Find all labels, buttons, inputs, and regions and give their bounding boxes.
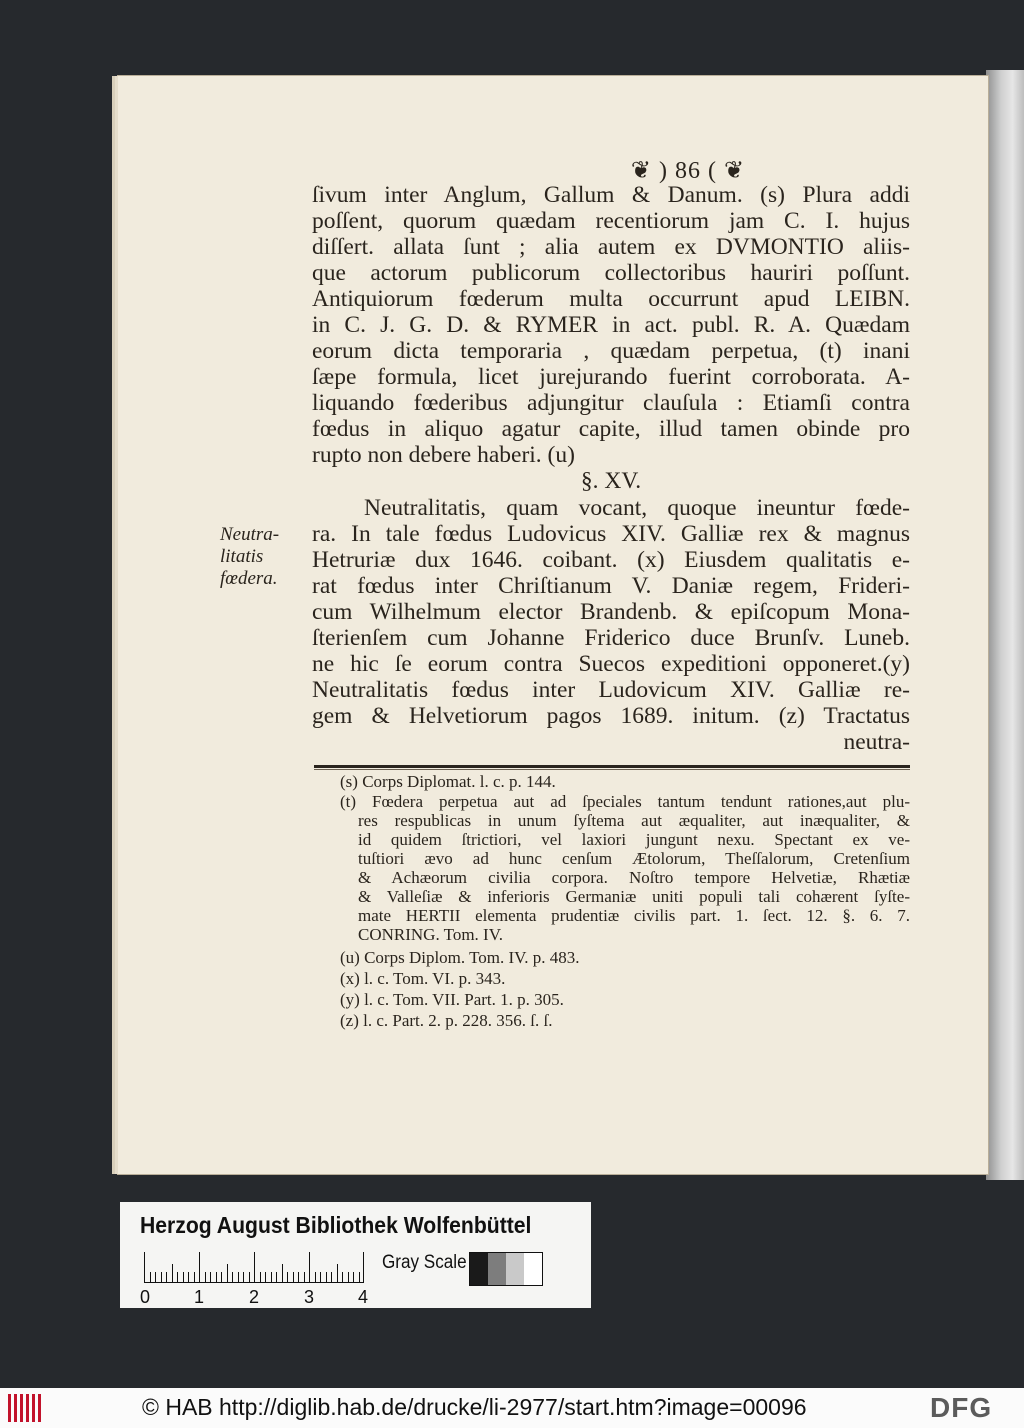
footnote-rule-thin (314, 769, 910, 770)
ruler-number: 1 (194, 1287, 205, 1307)
color-scale-card (120, 1202, 591, 1308)
ruler-number: 4 (358, 1287, 369, 1307)
swatch-dark-gray (488, 1253, 506, 1285)
text-line: que actorum publicorum collectoribus hauriri poſſunt. (312, 260, 910, 286)
text-line: ne hic ſe eorum contra Suecos expeditioni opponeret.(y) (312, 651, 910, 677)
marginal-note-line: Neutra- (220, 524, 280, 545)
footnote-line: (u) Corps Diplom. Tom. IV. p. 483. (340, 948, 580, 967)
marginal-note-line: litatis (220, 546, 264, 567)
footnote-line: & Achæorum civilia corpora. Noſtro tempore Helvetiæ, Rhætiæ (358, 868, 910, 887)
gray-scale-label: Gray Scale (382, 1252, 467, 1273)
text-line: ſterienſem cum Johanne Friderico duce Brunſv. Luneb. (312, 625, 910, 651)
swatch-black (470, 1253, 488, 1285)
ruler-number: 2 (249, 1287, 260, 1307)
gray-scale-swatches (469, 1252, 543, 1286)
text-line: eorum dicta temporaria , quædam perpetua, (t) inani (312, 338, 910, 364)
text-line: in C. J. G. D. & RYMER in act. publ. R. A. Quædam (312, 312, 910, 338)
catchword: neutra- (843, 729, 910, 755)
text-line: Neutralitatis, quam vocant, quoque ineuntur fœde- (364, 495, 910, 521)
text-line: liquando fœderibus adjungitur clauſula : Etiamſi contra (312, 390, 910, 416)
hab-logo-icon (8, 1394, 44, 1422)
footnote-line: mate HERTII elementa prudentiæ civilis part. 1. ſect. 12. §. 6. 7. (358, 906, 910, 925)
footnote-line: res respublicas in unum ſyſtema aut æqualiter, aut inæqualiter, & (358, 811, 910, 830)
footnote-line: & Valleſiæ & inferioris Germaniæ uniti populi tali cohærent ſyſte- (358, 887, 910, 906)
footnote-line: (t) Fœdera perpetua aut ad ſpeciales tantum tendunt rationes,aut plu- (340, 792, 910, 811)
footnote-line: (s) Corps Diplomat. l. c. p. 144. (340, 772, 556, 791)
footnote-line: tuſtiori ævo ad hunc cenſum Ætolorum, Theſſalorum, Cretenſium (358, 849, 910, 868)
footnote-line: id quidem ſtrictiori, vel laxiori jungunt nexu. Spectant ex ve- (358, 830, 910, 849)
text-line: poſſent, quorum quædam recentiorum jam C. I. hujus (312, 208, 910, 234)
swatch-light-gray (506, 1253, 524, 1285)
text-line: Neutralitatis fœdus inter Ludovicum XIV. Galliæ re- (312, 677, 910, 703)
marginal-note-line: fœdera. (220, 568, 278, 589)
adjacent-page-edge (986, 70, 1024, 1180)
text-line: rat fœdus inter Chriſtianum V. Daniæ regem, Frideri- (312, 573, 910, 599)
footnote-line: CONRING. Tom. IV. (358, 925, 504, 944)
text-line: gem & Helvetiorum pagos 1689. initum. (z) Tractatus (312, 703, 910, 729)
copyright-url[interactable]: © HAB http://diglib.hab.de/drucke/li-2977/start.htm?image=00096 (142, 1394, 807, 1420)
footnote-line: (z) l. c. Part. 2. p. 228. 356. ſ. ſ. (340, 1011, 553, 1030)
text-line: ra. In tale fœdus Ludovicus XIV. Galliæ rex & magnus (312, 521, 910, 547)
footnote-rule (314, 765, 910, 768)
text-line: Hetruriæ dux 1646. coibant. (x) Eiusdem qualitatis e- (312, 547, 910, 573)
footnote-line: (x) l. c. Tom. VI. p. 343. (340, 969, 506, 988)
text-line: ſivum inter Anglum, Gallum & Danum. (s) Plura addi (312, 182, 910, 208)
page-number: ❦ ) 86 ( ❦ (630, 158, 746, 184)
section-heading: §. XV. (580, 468, 642, 494)
text-line: rupto non debere haberi. (u) (312, 442, 575, 468)
dfg-logo: DFG (930, 1392, 993, 1423)
swatch-white (524, 1253, 542, 1285)
scanned-page (118, 76, 988, 1174)
footnote-line: (y) l. c. Tom. VII. Part. 1. p. 305. (340, 990, 564, 1009)
ruler-number: 3 (304, 1287, 315, 1307)
text-line: diſſert. allata ſunt ; alia autem ex DVMONTIO aliis- (312, 234, 910, 260)
text-line: fœdus in aliquo agatur capite, illud tamen obinde pro (312, 416, 910, 442)
measurement-ruler (144, 1252, 364, 1283)
library-name: Herzog August Bibliothek Wolfenbüttel (140, 1212, 532, 1238)
text-line: Antiquiorum fœderum multa occurrunt apud LEIBN. (312, 286, 910, 312)
text-line: cum Wilhelmum elector Brandenb. & epiſcopum Mona- (312, 599, 910, 625)
text-line: ſæpe formula, licet jurejurando fuerint corroborata. A- (312, 364, 910, 390)
footer-bar (0, 1388, 1024, 1428)
ruler-number: 0 (140, 1287, 151, 1307)
